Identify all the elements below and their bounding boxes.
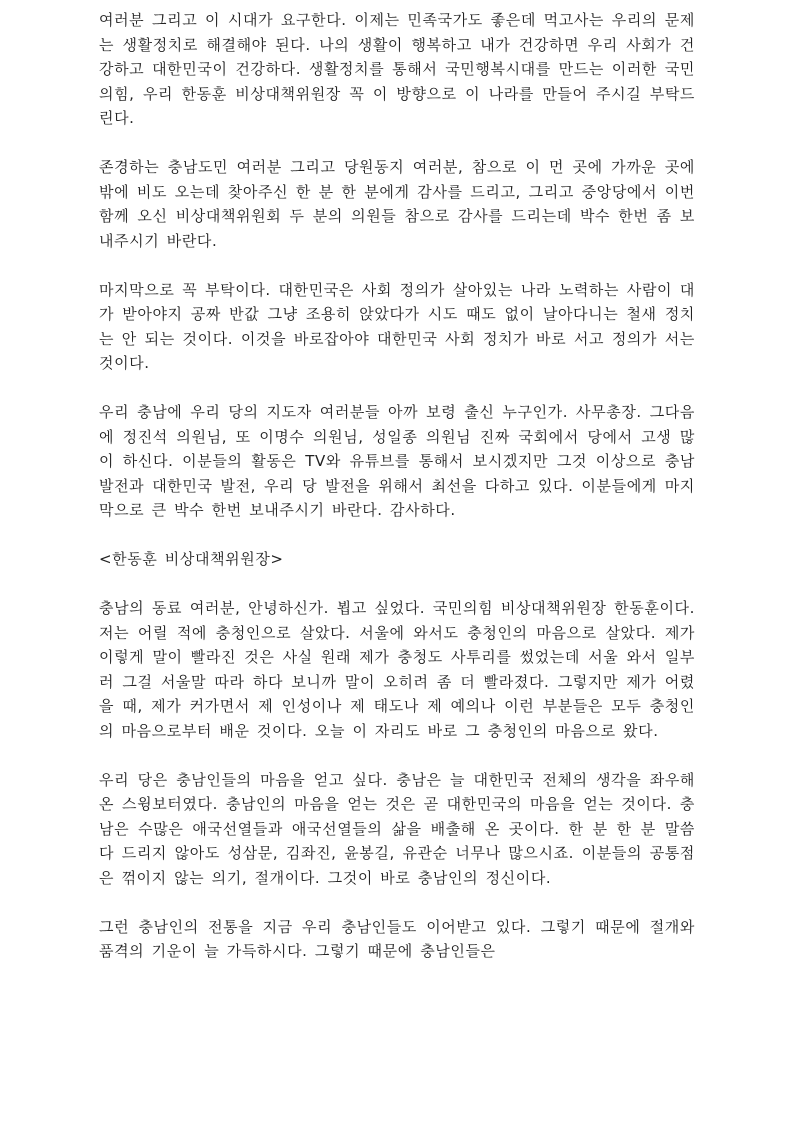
paragraph: 여러분 그리고 이 시대가 요구한다. 이제는 민족국가도 좋은데 먹고사는 우리의 문제는 생활정치로 해결해야 된다. 나의 생활이 행복하고 내가 건강하면 우리 사회가 건강하고 대한민국이 건강하다. 생활정치를 통해서 국민행복시대를 만드는 이러한 국민의힘, 우리 한동훈 비상대책위원장 꼭 이 방향으로 이 나라를 만들어 주시길 부탁드린다. bbox=[99, 11, 695, 127]
speaker-heading: <한동훈 비상대책위원장> bbox=[99, 550, 284, 568]
speech-paragraph: 우리 당은 충남인들의 마음을 얻고 싶다. 충남은 늘 대한민국 전체의 생각을 좌우해 온 스윙보터였다. 충남인의 마음을 얻는 것은 곧 대한민국의 마음을 얻는 것이다. 충남은 수많은 애국선열들과 애국선열들의 삶을 배출해 온 곳이다. 한 분 한 분 말씀 다 드리지 않아도 성삼문, 김좌진, 윤봉길, 유관순 너무나 많으시죠. 이분들의 공통점은 꺾이지 않는 의기, 절개이다. 그것이 바로 충남인의 정신이다. bbox=[99, 770, 695, 887]
paragraph: 우리 충남에 우리 당의 지도자 여러분들 아까 보령 출신 누구인가. 사무총장. 그다음에 정진석 의원님, 또 이명수 의원님, 성일종 의원님 진짜 국회에서 당에서 고생 많이 하신다. 이분들의 활동은 TV와 유튜브를 통해서 보시겠지만 그것 이상으로 충남 발전과 대한민국 발전, 우리 당 발전을 위해서 최선을 다하고 있다. 이분들에게 마지막으로 큰 박수 한번 보내주시기 바란다. 감사하다. bbox=[99, 403, 695, 519]
paragraph: 존경하는 충남도민 여러분 그리고 당원동지 여러분, 참으로 이 먼 곳에 가까운 곳에 밖에 비도 오는데 찾아주신 한 분 한 분에게 감사를 드리고, 그리고 중앙당에서 이번 함께 오신 비상대책위원회 두 분의 의원들 참으로 감사를 드리는데 박수 한번 좀 보내주시기 바란다. bbox=[99, 158, 695, 250]
paragraph: 마지막으로 꼭 부탁이다. 대한민국은 사회 정의가 살아있는 나라 노력하는 사람이 대가 받아야지 공짜 반값 그냥 조용히 앉았다가 시도 때도 없이 날아다니는 철새 정치는 안 되는 것이다. 이것을 바로잡아야 대한민국 사회 정치가 바로 서고 정의가 서는 것이다. bbox=[99, 280, 695, 372]
speech-paragraph: 그런 충남인의 전통을 지금 우리 충남인들도 이어받고 있다. 그렇기 때문에 절개와 품격의 기운이 늘 가득하시다. 그렇기 때문에 충남인들은 bbox=[99, 917, 695, 960]
speech-paragraph: 충남의 동료 여러분, 안녕하신가. 뵙고 싶었다. 국민의힘 비상대책위원장 한동훈이다. 저는 어릴 적에 충청인으로 살았다. 서울에 와서도 충청인의 마음으로 살았다. 제가 이렇게 말이 빨라진 것은 사실 원래 제가 충청도 사투리를 썼었는데 서울 와서 일부러 그걸 서울말 따라 하다 보니까 말이 오히려 좀 더 빨라졌다. 그렇지만 제가 어렸을 때, 제가 커가면서 제 인성이나 제 태도나 제 예의나 이런 부분들은 모두 충청인의 마음으로부터 배운 것이다. 오늘 이 자리도 바로 그 충청인의 마음으로 왔다. bbox=[99, 599, 695, 740]
document-body bbox=[99, 8, 695, 988]
